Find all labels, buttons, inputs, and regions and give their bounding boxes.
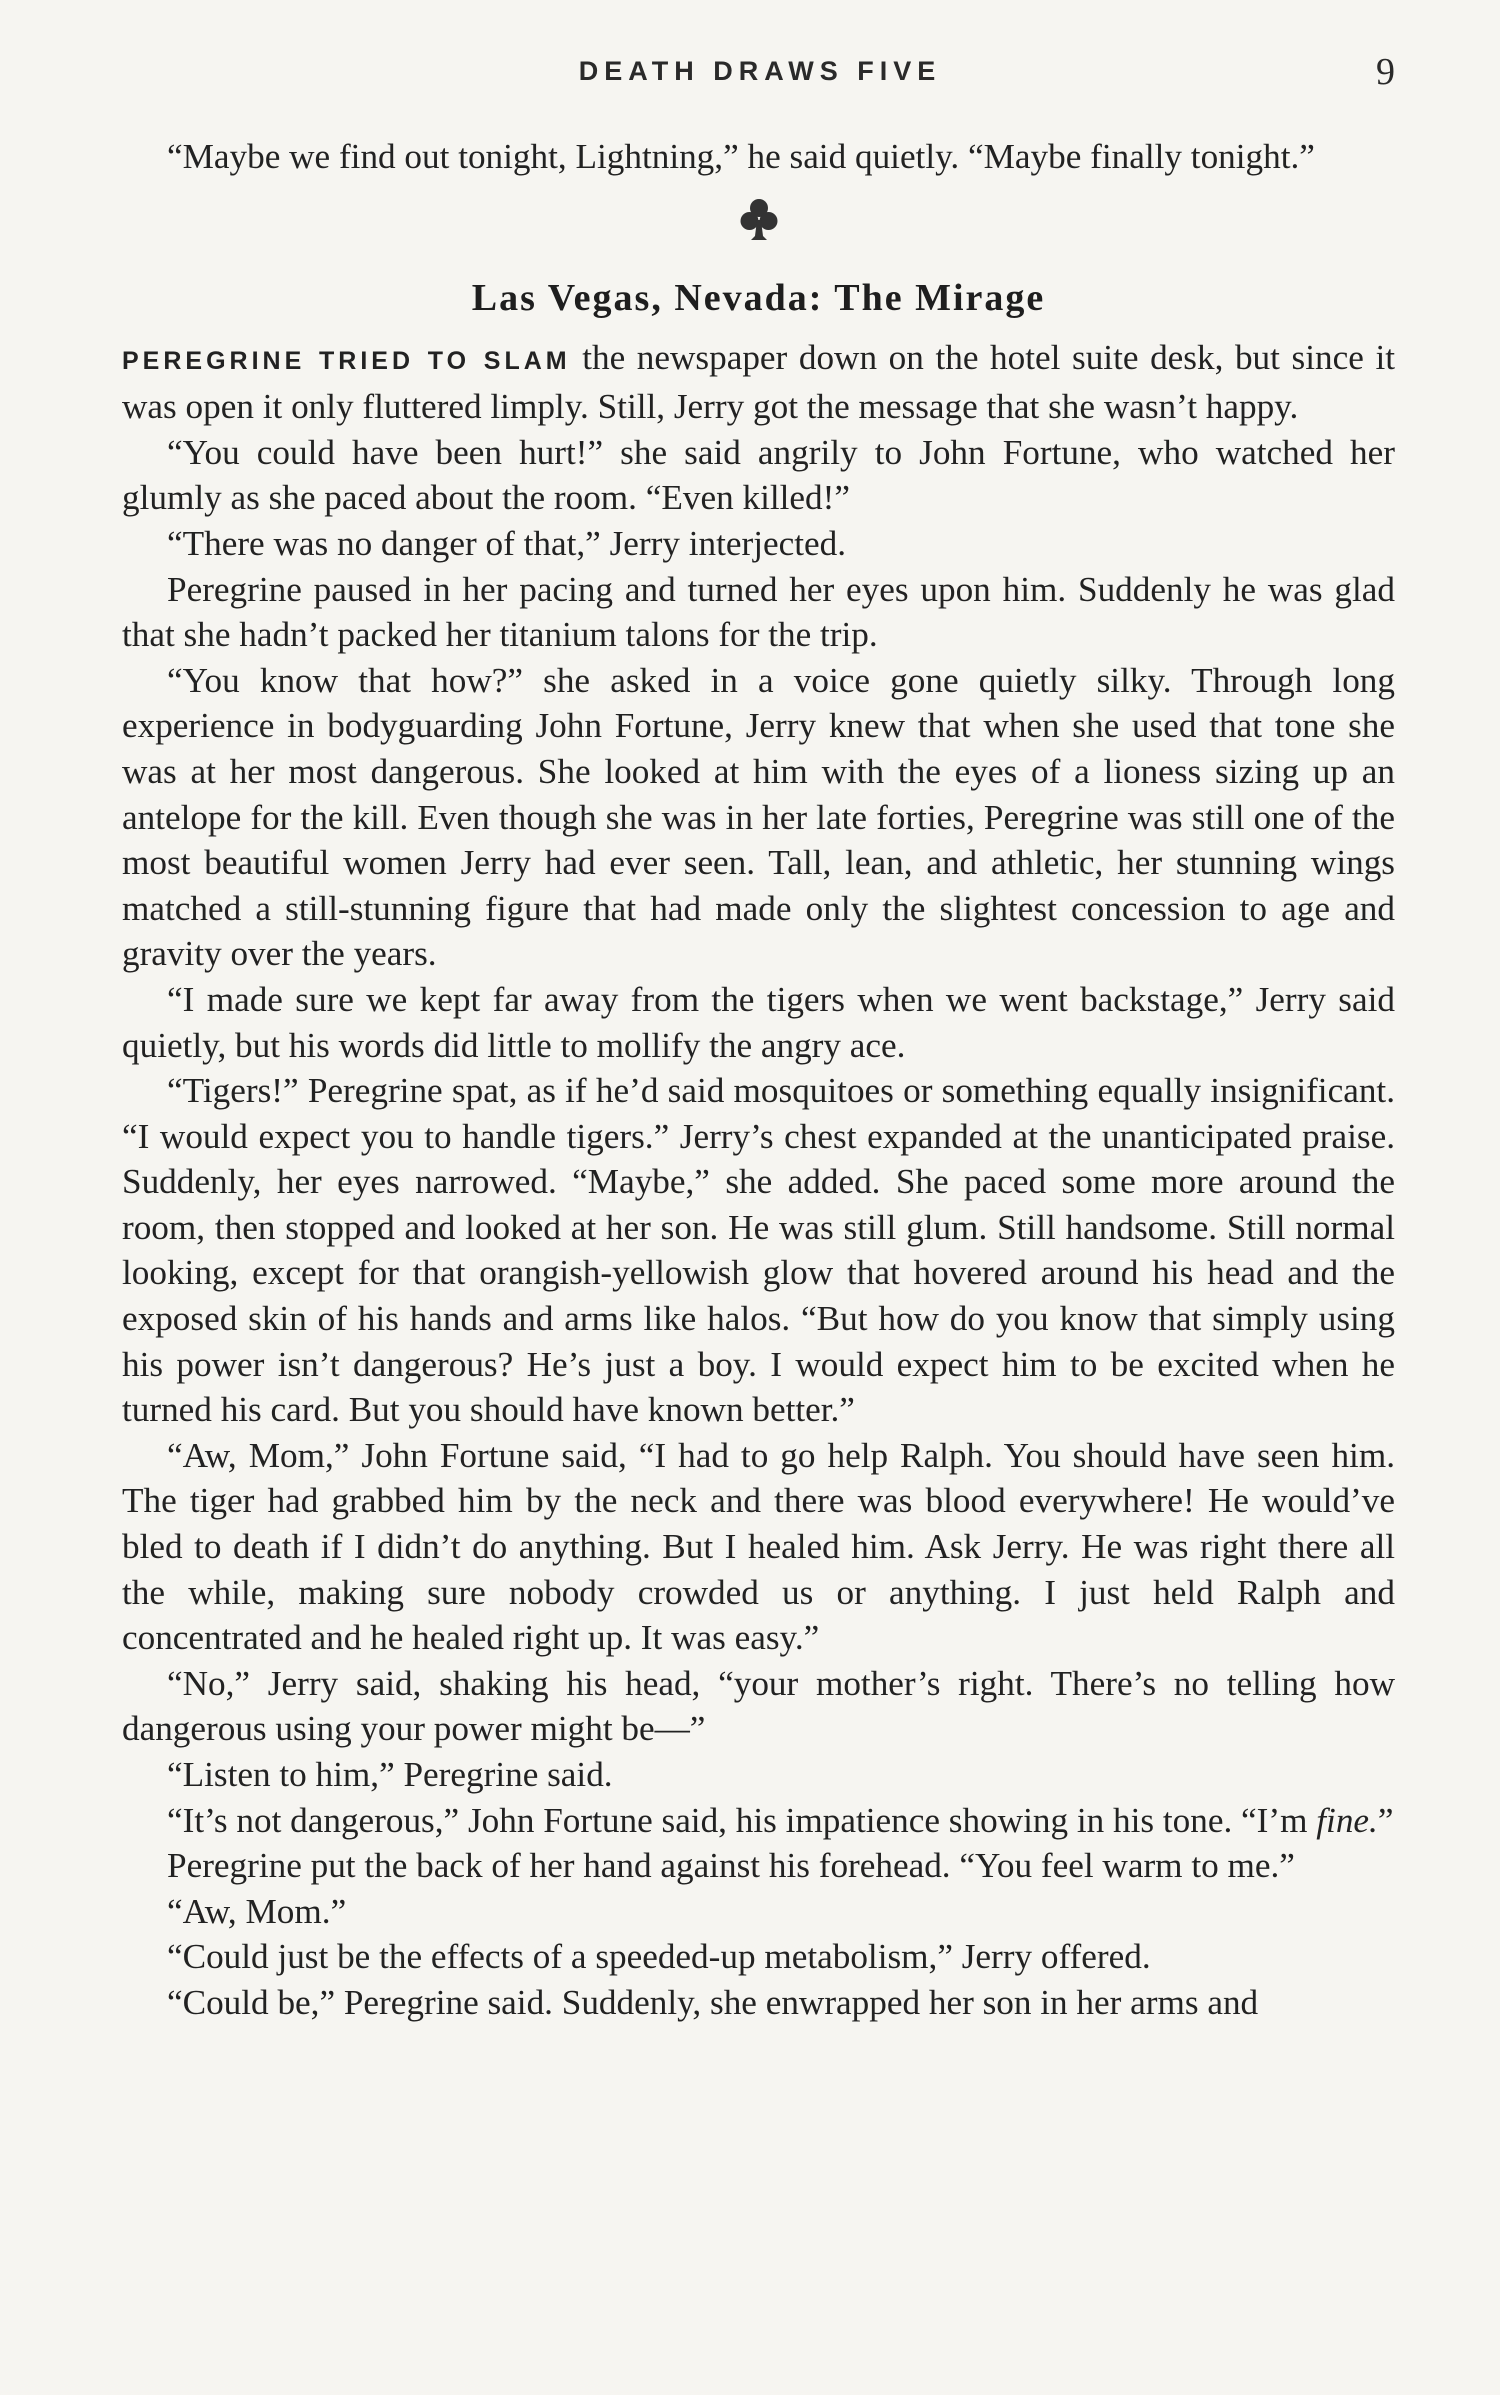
page-number: 9 xyxy=(1376,51,1395,93)
paragraph: Peregrine put the back of her hand against his forehead. “You feel warm to me.” xyxy=(167,1846,1295,1886)
paragraph: “Tigers!” Peregrine spat, as if he’d said mosquitoes or something equally insignificant. “I would expect you to handle tigers.” Jerry’s chest expanded at the unanticipated praise. Suddenly, her eyes narrowed. “Maybe,” she added. She paced some more around the room, then stopped and looked at her son. He was still glum. Still handsome. Still normal looking, except for that orangish-yellowish glow that hovered around his head and the exposed skin of his hands and arms like halos. “But how do you know that simply using his power isn’t dangerous? He’s just a boy. I would expect him to be excited when he turned his card. But you should have known better.” xyxy=(122,1071,1395,1430)
paragraph: “Could just be the effects of a speeded-up metabolism,” Jerry offered. xyxy=(167,1937,1151,1977)
fine-text-after: ” xyxy=(1377,1800,1394,1840)
paragraph: “Maybe we find out tonight, Lightning,” he said quietly. “Maybe finally tonight.” xyxy=(167,137,1315,176)
paragraph: “You know that how?” she asked in a voice gone quietly silky. Through long experience in bodyguarding John Fortune, Jerry knew that when she used that tone she was at her most dangerous. She looked at him with the eyes of a lioness sizing up an antelope for the kill. Even though she was in her late forties, Peregrine was still one of the most beautiful women Jerry had ever seen. Tall, lean, and athletic, her stunning wings matched a still-stunning figure that had made only the slightest concession to age and gravity over the years. xyxy=(122,660,1395,974)
fine-text-before: “It’s not dangerous,” John Fortune said, his impatience showing in his tone. “I’m xyxy=(167,1800,1317,1840)
club-suit-icon xyxy=(739,196,779,244)
fine-paragraph xyxy=(122,1798,1395,1844)
paragraph: “Aw, Mom,” John Fortune said, “I had to go help Ralph. You should have seen him. The tiger had grabbed him by the neck and there was blood everywhere! He would’ve bled to death if I didn’t do anything. But I healed him. Ask Jerry. He was right there all the while, making sure nobody crowded us or anything. I just held Ralph and concentrated and he healed right up. It was easy.” xyxy=(122,1435,1395,1658)
paragraph: Peregrine paused in her pacing and turned her eyes upon him. Suddenly he was glad that she hadn’t packed her titanium talons for the trip. xyxy=(122,569,1395,655)
lead-in: PEREGRINE TRIED TO SLAM xyxy=(122,346,571,375)
paragraph: “No,” Jerry said, shaking his head, “your mother’s right. There’s no telling how dangerous using your power might be—” xyxy=(122,1663,1395,1749)
running-head: DEATH DRAWS FIVE xyxy=(578,56,942,86)
paragraph: “Aw, Mom.” xyxy=(167,1891,347,1931)
paragraph: “I made sure we kept far away from the tigers when we went backstage,” Jerry said quietly, but his words did little to mollify the angry ace. xyxy=(122,979,1395,1065)
page-body xyxy=(122,134,1395,2026)
section-title: Las Vegas, Nevada: The Mirage xyxy=(471,276,1046,319)
page-header xyxy=(125,50,1395,100)
section-ornament xyxy=(122,196,1395,271)
opening-text: the newspaper down on the hotel suite desk, but since it was open it only fluttered limply. Still, Jerry got the message that she wasn’t happy. xyxy=(122,337,1395,427)
paragraph: “Listen to him,” Peregrine said. xyxy=(167,1755,613,1794)
fine-italic: fine. xyxy=(1316,1800,1378,1840)
paragraph: “Could be,” Peregrine said. Suddenly, she enwrapped her son in her arms and xyxy=(167,1982,1259,2022)
paragraph: “There was no danger of that,” Jerry interjected. xyxy=(167,523,846,563)
paragraph: “You could have been hurt!” she said angrily to John Fortune, who watched her glumly as she paced about the room. “Even killed!” xyxy=(122,432,1395,518)
opening-paragraph xyxy=(122,335,1395,430)
